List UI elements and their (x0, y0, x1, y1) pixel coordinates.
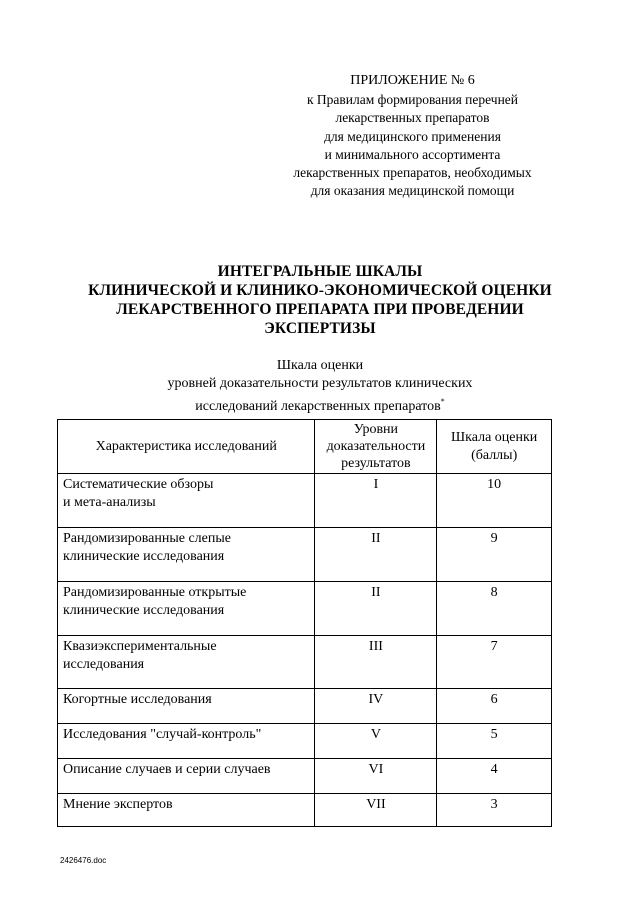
header-characteristic: Характеристика исследований (58, 420, 315, 474)
row-score: 6 (437, 689, 552, 724)
header-levels-line: результатов (341, 456, 411, 471)
appendix-line: и минимального ассортимента (324, 146, 501, 162)
row-score: 4 (437, 759, 552, 794)
row-score: 7 (437, 636, 552, 689)
appendix-line: лекарственных препаратов, необходимых (293, 165, 532, 181)
row-level: II (315, 528, 437, 582)
row-characteristic (58, 582, 315, 636)
row-score: 3 (437, 794, 552, 827)
row-characteristic (58, 528, 315, 582)
appendix-header (240, 72, 585, 200)
row-characteristic (58, 689, 315, 724)
row-characteristic-line: Квазиэкспериментальные (63, 639, 217, 654)
row-level: VII (315, 794, 437, 827)
row-characteristic-line: Мнение экспертов (63, 797, 173, 812)
row-level: V (315, 724, 437, 759)
subtitle-line: Шкала оценки (276, 358, 364, 373)
row-level: IV (315, 689, 437, 724)
row-characteristic (58, 636, 315, 689)
title-line: ИНТЕГРАЛЬНЫЕ ШКАЛЫ (217, 263, 423, 280)
header-score-line: (баллы) (471, 447, 518, 463)
row-characteristic-line: и мета-анализы (63, 495, 156, 510)
row-characteristic-line: Рандомизированные слепые (63, 531, 231, 546)
row-level: VI (315, 759, 437, 794)
table-row (58, 582, 552, 636)
row-characteristic (58, 794, 315, 827)
table-row (58, 794, 552, 827)
table-row (58, 759, 552, 794)
title-line: КЛИНИЧЕСКОЙ И КЛИНИКО-ЭКОНОМИЧЕСКОЙ ОЦЕНКИ (88, 282, 552, 299)
scale-subtitle (60, 357, 580, 416)
table-row (58, 636, 552, 689)
evidence-scale-table (57, 419, 552, 827)
title-line: ЭКСПЕРТИЗЫ (264, 320, 376, 337)
header-score-line: Шкала оценки (451, 429, 538, 445)
table-row (58, 528, 552, 582)
row-characteristic-line: Систематические обзоры (63, 477, 214, 492)
row-level: III (315, 636, 437, 689)
table-row (58, 689, 552, 724)
file-name-footer: 2426476.doc (60, 856, 107, 865)
row-characteristic (58, 474, 315, 528)
header-levels-line: доказательности (326, 439, 426, 454)
table-row (58, 724, 552, 759)
row-characteristic-line: Когортные исследования (63, 692, 212, 707)
appendix-line: к Правилам формирования перечней (306, 92, 519, 108)
appendix-number: ПРИЛОЖЕНИЕ № 6 (350, 73, 475, 88)
row-level: I (315, 474, 437, 528)
row-score: 9 (437, 528, 552, 582)
document-title (40, 262, 600, 338)
row-characteristic (58, 759, 315, 794)
appendix-line: для оказания медицинской помощи (310, 183, 515, 199)
row-characteristic-line: Исследования "случай-контроль" (63, 727, 262, 742)
row-score: 8 (437, 582, 552, 636)
row-characteristic-line: Описание случаев и серии случаев (63, 762, 271, 777)
appendix-line: для медицинского применения (324, 128, 501, 144)
header-score (437, 420, 552, 474)
row-characteristic-line: исследования (63, 657, 145, 672)
title-line: ЛЕКАРСТВЕННОГО ПРЕПАРАТА ПРИ ПРОВЕДЕНИИ (116, 301, 524, 318)
header-levels-line: Уровни (353, 422, 399, 437)
subtitle-line-text: исследований лекарственных препаратов (195, 399, 441, 414)
subtitle-line: уровней доказательности результатов клинических (167, 376, 473, 391)
table-header-row (58, 420, 552, 474)
row-characteristic-line: Рандомизированные открытые (63, 585, 247, 600)
footnote-mark: * (440, 397, 445, 406)
row-score: 10 (437, 474, 552, 528)
appendix-line: лекарственных препаратов (335, 110, 490, 126)
subtitle-line (60, 393, 580, 416)
row-score: 5 (437, 724, 552, 759)
row-characteristic-line: клинические исследования (63, 549, 225, 564)
row-characteristic-line: клинические исследования (63, 603, 225, 618)
table-row (58, 474, 552, 528)
row-characteristic (58, 724, 315, 759)
row-level: II (315, 582, 437, 636)
header-levels (315, 420, 437, 474)
